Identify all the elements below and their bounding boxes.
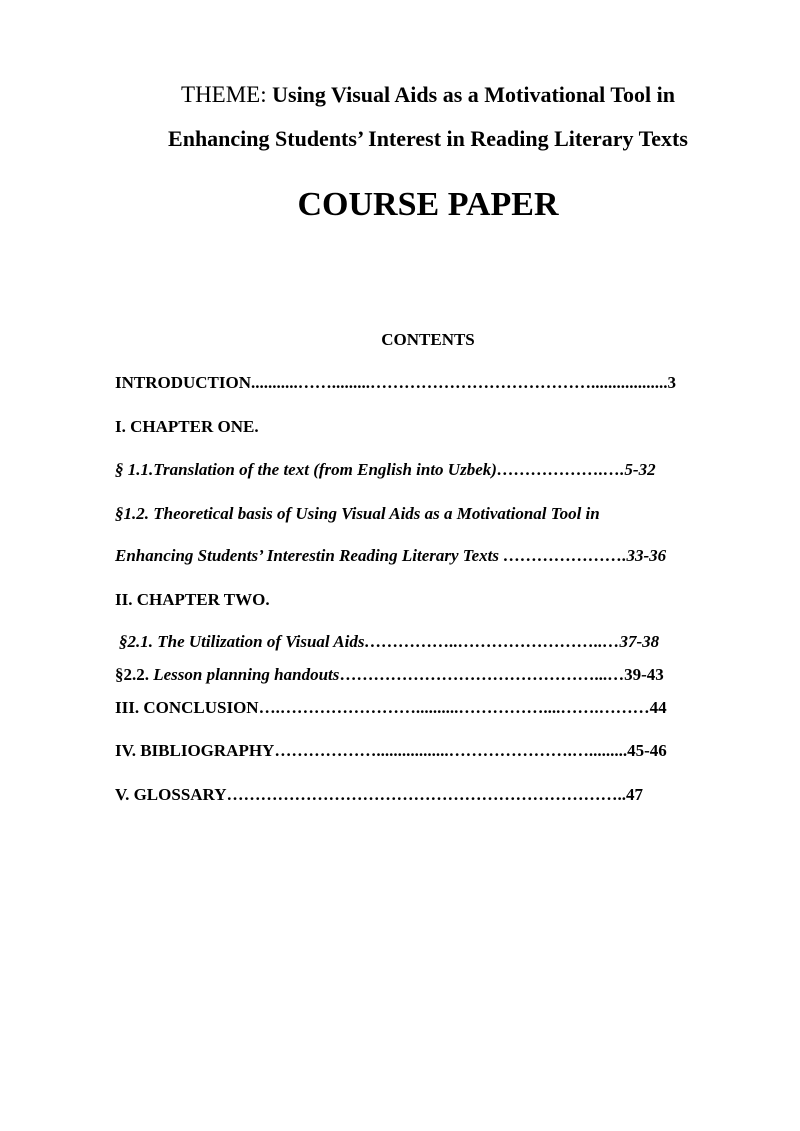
toc-bibliography: IV. BIBLIOGRAPHY……………….................………………….….........45-46	[115, 741, 667, 760]
toc-introduction: INTRODUCTION...........…….........…………………………………..................3	[115, 373, 677, 392]
toc-section-2-2-dots: ………………………………………...…39-43	[339, 665, 664, 684]
theme-title-line-1: Using Visual Aids as a Motivational Tool in	[272, 82, 675, 107]
toc-section-2-2-prefix: §2.2.	[115, 665, 154, 684]
toc-chapter-two: II. CHAPTER TWO.	[115, 590, 270, 609]
course-paper-heading: COURSE PAPER	[297, 186, 559, 223]
theme-title-line-2: Enhancing Students’ Interest in Reading Literary Texts	[168, 126, 688, 151]
theme-line-2	[0, 126, 800, 152]
toc-chapter-one: I. CHAPTER ONE.	[115, 417, 259, 436]
toc-glossary: V. GLOSSARY……………………………………………………………..47	[115, 785, 644, 804]
theme-line-1	[0, 82, 800, 108]
toc-section-1-1: § 1.1.Translation of the text (from English into Uzbek)……………….….5-32	[115, 460, 656, 479]
toc-section-1-2-line-1: §1.2. Theoretical basis of Using Visual Aids as a Motivational Tool in	[115, 504, 600, 523]
toc-section-1-2-line-2: Enhancing Students’ Interestin Reading Literary Texts ………………….33-36	[115, 546, 667, 565]
toc-section-2-1: §2.1. The Utilization of Visual Aids……………..……………………..…37-38	[119, 632, 660, 651]
contents-heading: CONTENTS	[381, 330, 475, 349]
theme-label: THEME	[181, 82, 261, 107]
theme-colon: :	[260, 82, 267, 107]
toc-conclusion: III. CONCLUSION….……………………..........……………....…….………44	[115, 698, 667, 717]
toc-section-2-2-title: Lesson planning handouts	[153, 665, 340, 684]
toc-section-2-2	[115, 665, 664, 685]
